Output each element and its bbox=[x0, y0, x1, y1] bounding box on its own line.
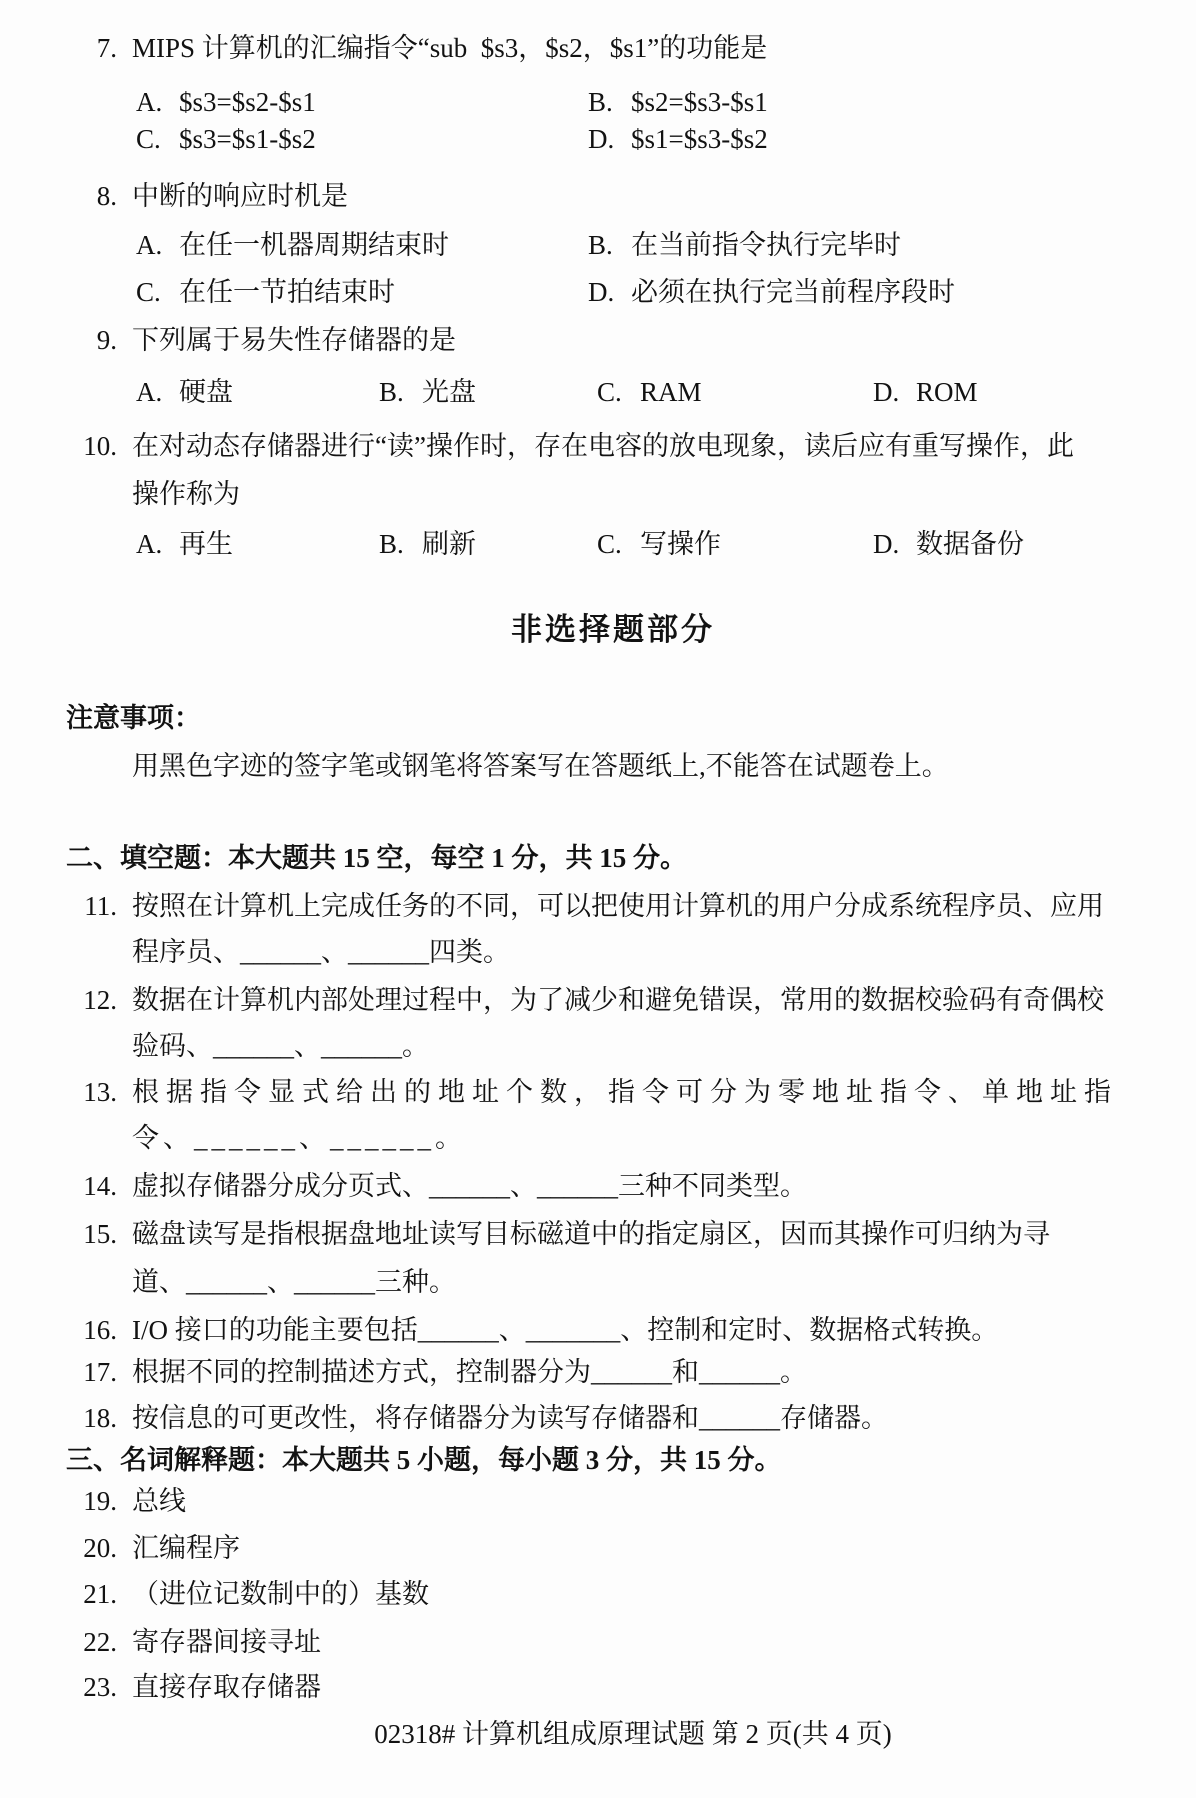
question-7-options-row-2 bbox=[0, 121, 1196, 157]
item-12-number: 12. bbox=[83, 985, 117, 1015]
question-10-option-c bbox=[597, 526, 721, 562]
definition-23-number: 23. bbox=[83, 1672, 117, 1702]
item-11-line-1 bbox=[80, 888, 1104, 924]
definition-23 bbox=[80, 1669, 321, 1705]
option-label: C. bbox=[136, 277, 161, 307]
question-8-stem-text: 中断的响应时机是 bbox=[132, 181, 348, 211]
option-text: $s3=$s2-$s1 bbox=[179, 87, 316, 117]
option-text: 数据备份 bbox=[916, 529, 1024, 559]
option-text: 硬盘 bbox=[179, 377, 233, 407]
item-16-number: 16. bbox=[83, 1315, 117, 1345]
option-label: A. bbox=[136, 87, 163, 117]
question-10-stem-text-line-1: 在对动态存储器进行“读”操作时，存在电容的放电现象，读后应有重写操作，此 bbox=[132, 431, 1074, 461]
option-label: C. bbox=[136, 124, 161, 154]
option-text: $s3=$s1-$s2 bbox=[179, 124, 316, 154]
fill-in-section-header: 二、填空题：本大题共 15 空，每空 1 分，共 15 分。 bbox=[66, 843, 687, 873]
option-label: A. bbox=[136, 529, 163, 559]
question-10-stem bbox=[80, 428, 1074, 464]
question-7-option-a bbox=[136, 84, 316, 120]
question-9-option-d bbox=[873, 374, 978, 410]
question-9-option-a bbox=[136, 374, 233, 410]
question-10-option-b bbox=[379, 526, 476, 562]
question-10-number: 10. bbox=[83, 431, 117, 461]
item-15-line-1 bbox=[80, 1216, 1050, 1252]
item-18-number: 18. bbox=[83, 1403, 117, 1433]
item-14-line-1 bbox=[80, 1168, 807, 1204]
option-text: 光盘 bbox=[422, 377, 476, 407]
question-8-option-a bbox=[136, 227, 449, 263]
definitions-section-header: 三、名词解释题：本大题共 5 小题，每小题 3 分，共 15 分。 bbox=[66, 1445, 782, 1475]
definition-20-number: 20. bbox=[83, 1533, 117, 1563]
section-title: 非选择题部分 bbox=[511, 612, 715, 647]
definition-21 bbox=[80, 1576, 429, 1612]
option-text: $s1=$s3-$s2 bbox=[631, 124, 768, 154]
question-10-stem-text-line-2: 操作称为 bbox=[132, 479, 240, 509]
option-label: C. bbox=[597, 529, 622, 559]
question-10-options-row bbox=[0, 526, 1196, 562]
option-text: 在任一机器周期结束时 bbox=[179, 230, 449, 260]
definition-19-number: 19. bbox=[83, 1486, 117, 1516]
question-9-option-b bbox=[379, 374, 476, 410]
item-17-line-1 bbox=[80, 1354, 807, 1390]
item-16-text-line-1: I/O 接口的功能主要包括______、_______、控制和定时、数据格式转换。 bbox=[132, 1315, 999, 1345]
page-footer: 02318# 计算机组成原理试题 第 2 页(共 4 页) bbox=[374, 1719, 892, 1749]
item-17-text-line-1: 根据不同的控制描述方式，控制器分为______和______。 bbox=[132, 1357, 807, 1387]
question-7-stem bbox=[80, 30, 767, 66]
item-11-text-line-1: 按照在计算机上完成任务的不同，可以把使用计算机的用户分成系统程序员、应用 bbox=[132, 891, 1104, 921]
question-8-option-b bbox=[588, 227, 901, 263]
option-text: 在任一节拍结束时 bbox=[179, 277, 395, 307]
item-12-line-2: 验码、______、______。 bbox=[132, 1031, 429, 1061]
question-7-option-c bbox=[136, 121, 316, 157]
definition-22-text: 寄存器间接寻址 bbox=[132, 1627, 321, 1657]
item-13-line-1 bbox=[80, 1074, 1118, 1110]
option-label: B. bbox=[588, 87, 613, 117]
question-7-option-d bbox=[588, 121, 768, 157]
item-13-number: 13. bbox=[83, 1077, 117, 1107]
item-11-line-2: 程序员、______、______四类。 bbox=[132, 937, 510, 967]
question-9-options-row bbox=[0, 374, 1196, 410]
definition-22-number: 22. bbox=[83, 1627, 117, 1657]
definition-20 bbox=[80, 1530, 240, 1566]
item-12-line-1 bbox=[80, 982, 1104, 1018]
option-label: C. bbox=[597, 377, 622, 407]
definition-19 bbox=[80, 1483, 186, 1519]
item-15-number: 15. bbox=[83, 1219, 117, 1249]
question-8-option-d bbox=[588, 274, 955, 310]
question-8-stem bbox=[80, 178, 348, 214]
option-label: D. bbox=[873, 377, 900, 407]
option-label: B. bbox=[379, 529, 404, 559]
option-text: RAM bbox=[640, 377, 702, 407]
option-label: B. bbox=[379, 377, 404, 407]
definition-20-text: 汇编程序 bbox=[132, 1533, 240, 1563]
definition-21-text: （进位记数制中的）基数 bbox=[132, 1579, 429, 1609]
option-text: 写操作 bbox=[640, 529, 721, 559]
option-text: 必须在执行完当前程序段时 bbox=[631, 277, 955, 307]
item-15-line-2: 道、______、______三种。 bbox=[132, 1267, 456, 1297]
item-15-text-line-1: 磁盘读写是指根据盘地址读写目标磁道中的指定扇区，因而其操作可归纳为寻 bbox=[132, 1219, 1050, 1249]
option-label: D. bbox=[588, 124, 615, 154]
question-9-stem bbox=[80, 322, 456, 358]
definition-22 bbox=[80, 1624, 321, 1660]
option-label: A. bbox=[136, 377, 163, 407]
definition-19-text: 总线 bbox=[132, 1486, 186, 1516]
option-text: $s2=$s3-$s1 bbox=[631, 87, 768, 117]
option-text: 再生 bbox=[179, 529, 233, 559]
definition-21-number: 21. bbox=[83, 1579, 117, 1609]
question-8-option-c bbox=[136, 274, 395, 310]
item-18-text-line-1: 按信息的可更改性，将存储器分为读写存储器和______存储器。 bbox=[132, 1403, 888, 1433]
notice-text: 用黑色字迹的签字笔或钢笔将答案写在答题纸上,不能答在试题卷上。 bbox=[132, 751, 949, 781]
item-17-number: 17. bbox=[83, 1357, 117, 1387]
item-14-text-line-1: 虚拟存储器分成分页式、______、______三种不同类型。 bbox=[132, 1171, 807, 1201]
item-13-line-2: 令、______、______。 bbox=[132, 1123, 466, 1153]
option-label: B. bbox=[588, 230, 613, 260]
question-8-number: 8. bbox=[96, 181, 117, 211]
question-9-stem-text: 下列属于易失性存储器的是 bbox=[132, 325, 456, 355]
option-text: ROM bbox=[916, 377, 978, 407]
question-8-options-row-1 bbox=[0, 227, 1196, 263]
question-7-stem-text: MIPS 计算机的汇编指令“sub $s3，$s2，$s1”的功能是 bbox=[132, 33, 768, 63]
item-13-text-line-1: 根据指令显式给出的地址个数，指令可分为零地址指令、单地址指 bbox=[132, 1077, 1118, 1107]
question-7-options-row-1 bbox=[0, 84, 1196, 120]
option-label: A. bbox=[136, 230, 163, 260]
question-10-option-d bbox=[873, 526, 1024, 562]
item-16-line-1 bbox=[80, 1312, 998, 1348]
question-10-option-a bbox=[136, 526, 233, 562]
item-11-number: 11. bbox=[84, 891, 117, 921]
question-8-options-row-2 bbox=[0, 274, 1196, 310]
item-14-number: 14. bbox=[83, 1171, 117, 1201]
option-label: D. bbox=[588, 277, 615, 307]
item-12-text-line-1: 数据在计算机内部处理过程中，为了减少和避免错误，常用的数据校验码有奇偶校 bbox=[132, 985, 1104, 1015]
option-text: 在当前指令执行完毕时 bbox=[631, 230, 901, 260]
option-label: D. bbox=[873, 529, 900, 559]
definition-23-text: 直接存取存储器 bbox=[132, 1672, 321, 1702]
question-7-option-b bbox=[588, 84, 768, 120]
question-9-option-c bbox=[597, 374, 702, 410]
question-7-number: 7. bbox=[96, 33, 117, 63]
option-text: 刷新 bbox=[422, 529, 476, 559]
question-9-number: 9. bbox=[96, 325, 117, 355]
notice-label: 注意事项： bbox=[66, 703, 201, 733]
item-18-line-1 bbox=[80, 1400, 888, 1436]
